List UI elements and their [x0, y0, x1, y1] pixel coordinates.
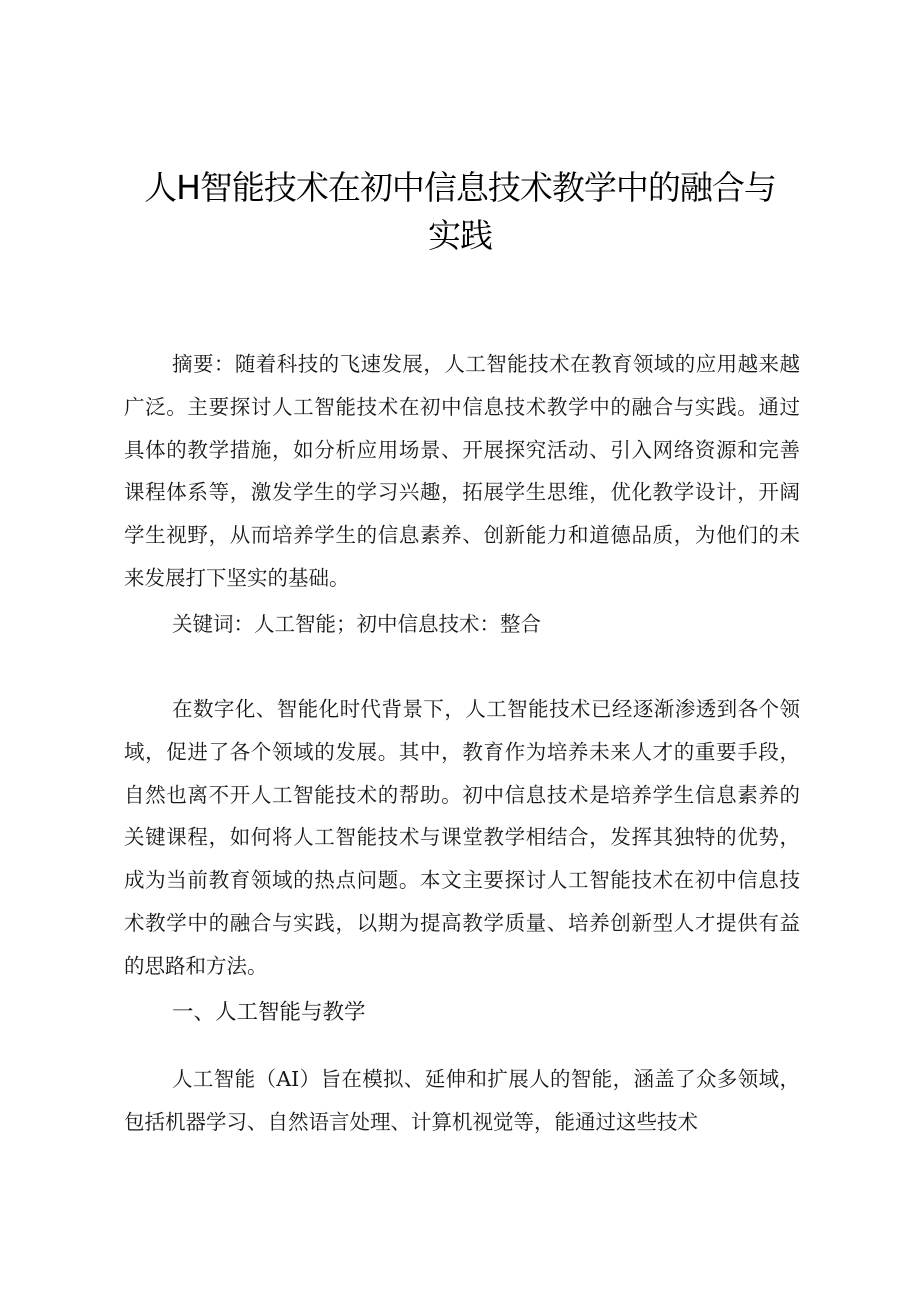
section-1-paragraph: 人工智能（AI）旨在模拟、延伸和扩展人的智能，涵盖了众多领域，包括机器学习、自然语言处理、计算机视觉等，能通过这些技术: [124, 1067, 800, 1134]
document-title-line-1: 人H智能技术在初中信息技术教学中的融合与: [144, 168, 776, 207]
document-title-line-2: 实践: [428, 216, 492, 255]
abstract-paragraph: 摘要：随着科技的飞速发展，人工智能技术在教育领域的应用越来越广泛。主要探讨人工智能技术在初中信息技术教学中的融合与实践。通过具体的教学措施，如分析应用场景、开展探究活动、引入网络资源和完善课程体系等，激发学生的学习兴趣，拓展学生思维，优化教学设计，开阔学生视野，从而培养学生的信息素养、创新能力和道德品质，为他们的未来发展打下坚实的基础。: [124, 352, 800, 590]
introduction-paragraph: 在数字化、智能化时代背景下，人工智能技术已经逐渐渗透到各个领域，促进了各个领域的发展。其中，教育作为培养未来人才的重要手段，自然也离不开人工智能技术的帮助。初中信息技术是培养学生信息素养的关键课程，如何将人工智能技术与课堂教学相结合，发挥其独特的优势，成为当前教育领域的热点问题。本文主要探讨人工智能技术在初中信息技术教学中的融合与实践，以期为提高教学质量、培养创新型人才提供有益的思路和方法。: [124, 697, 800, 978]
section-heading-1: 一、人工智能与教学: [172, 1000, 366, 1025]
keywords-line: 关键词：人工智能；初中信息技术：整合: [172, 612, 541, 636]
